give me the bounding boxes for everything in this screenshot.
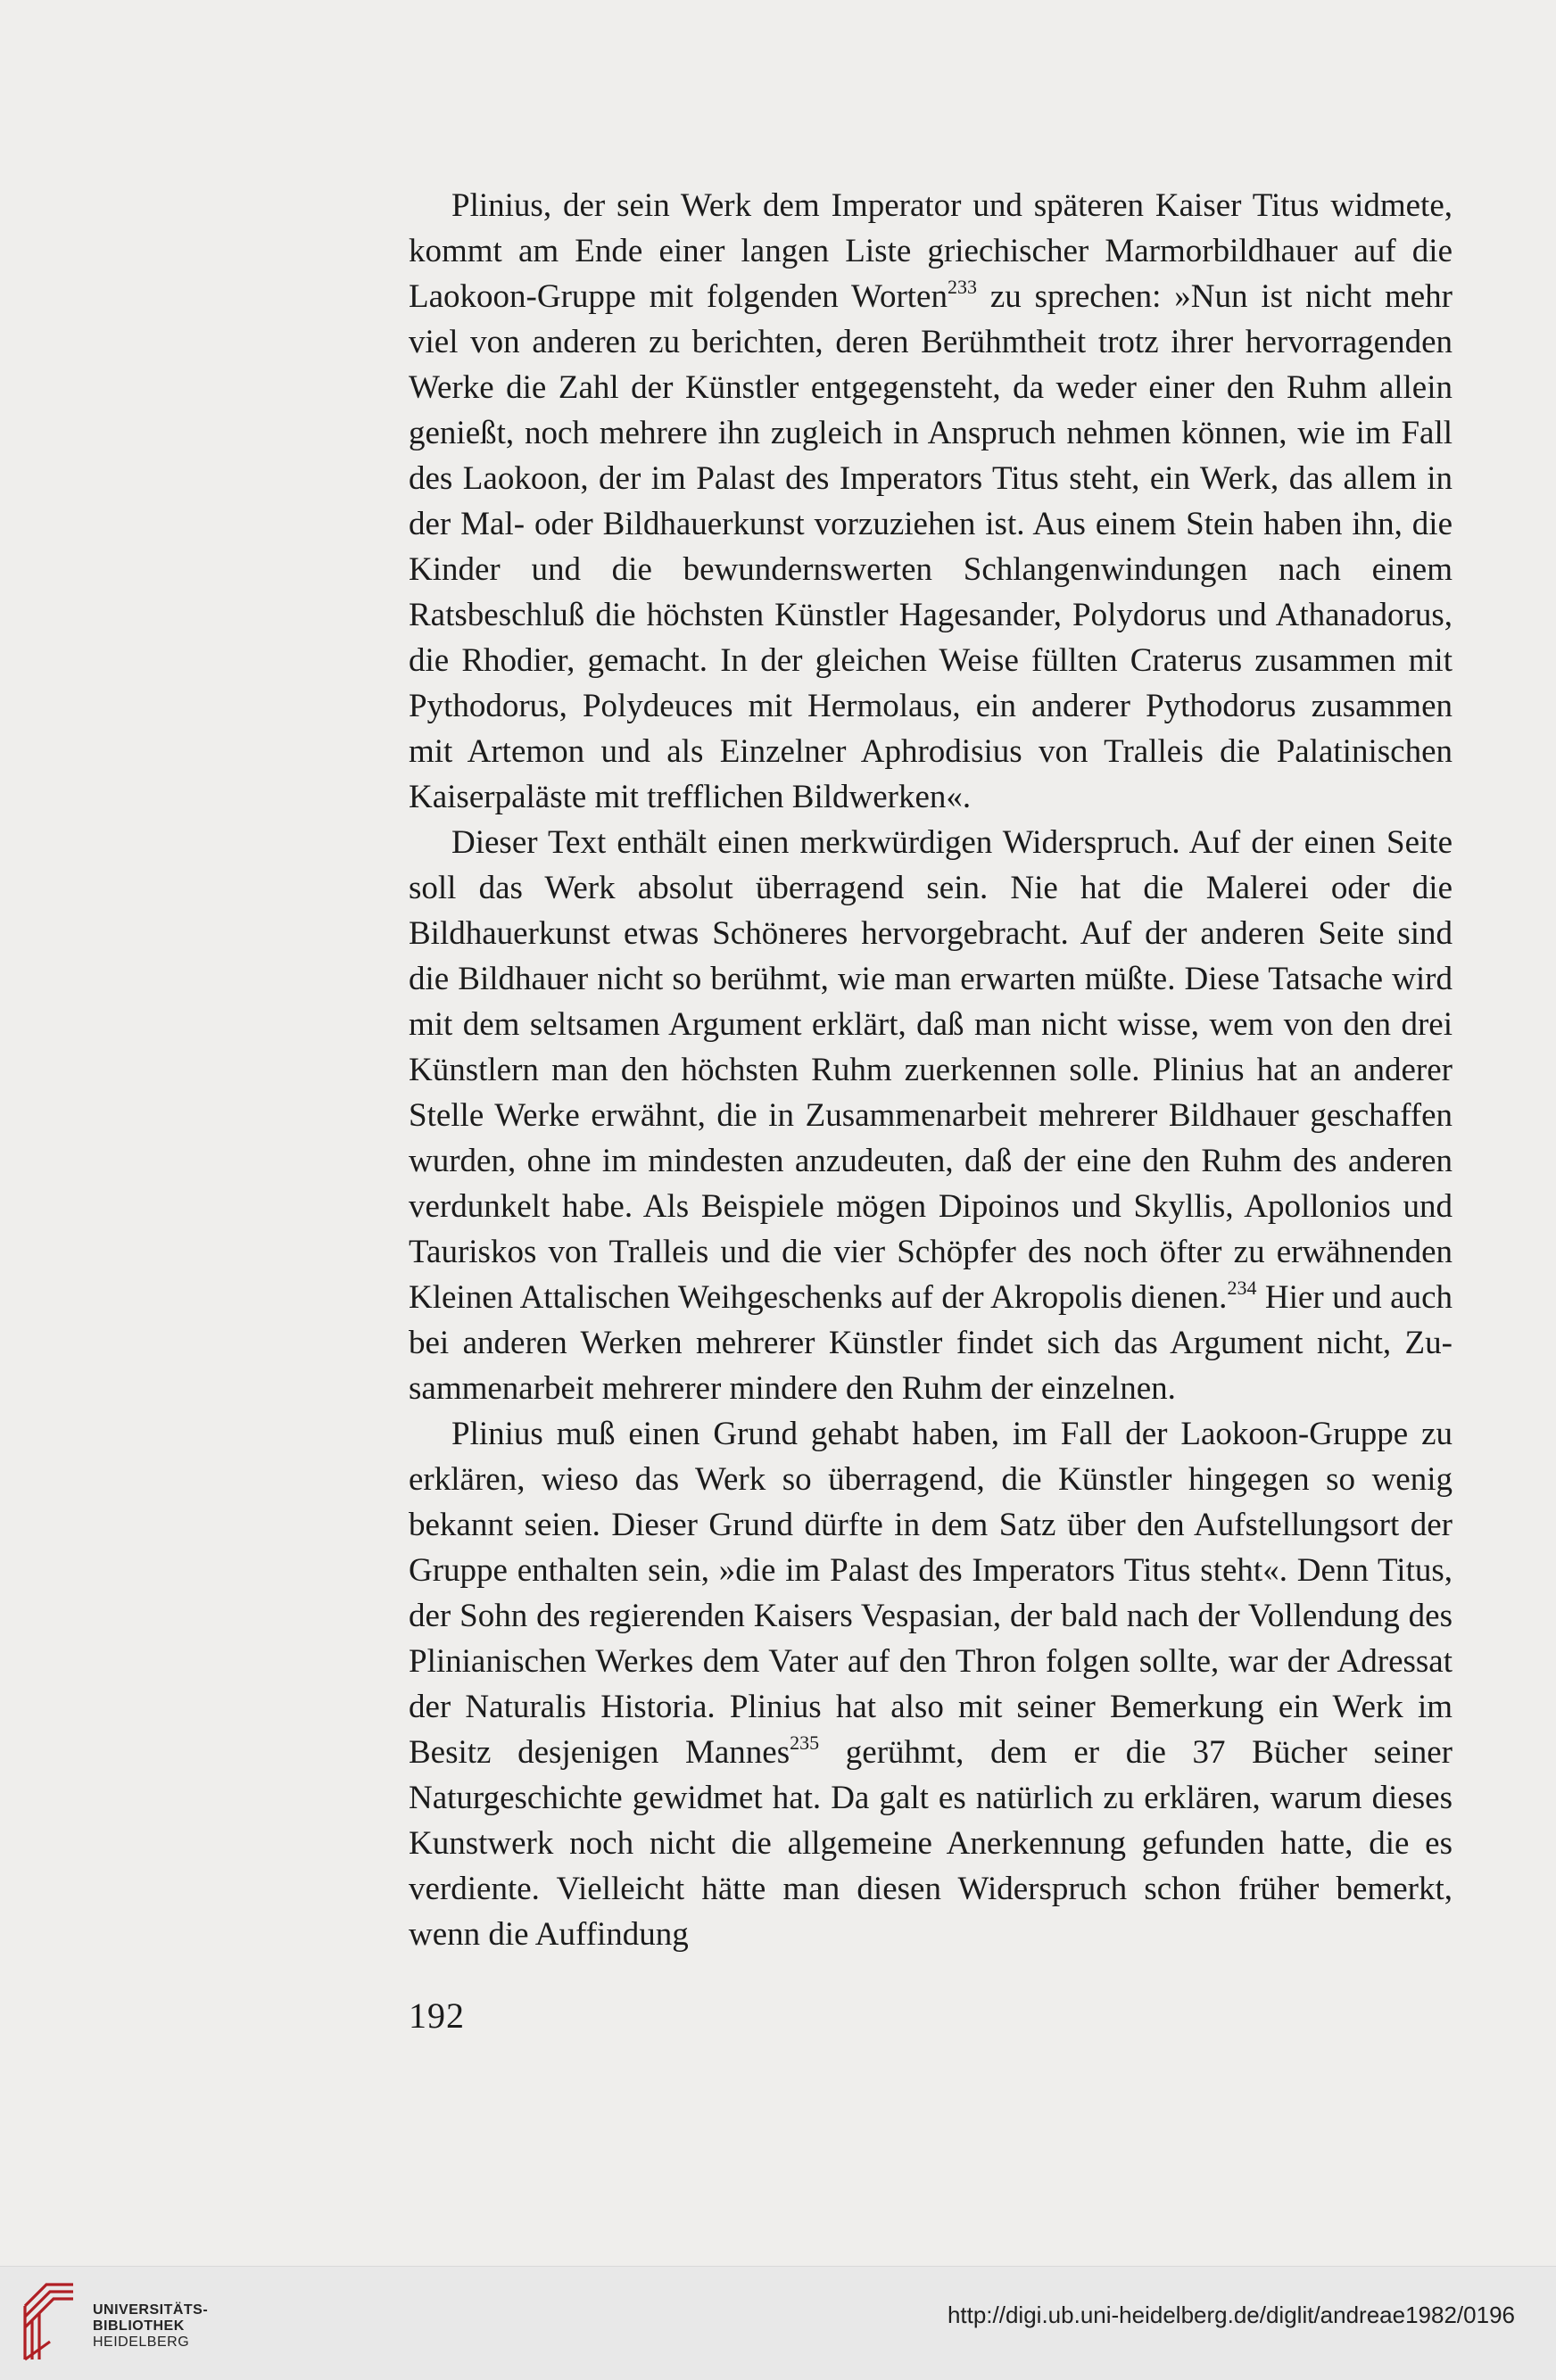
library-name-line-2: BIBLIOTHEK bbox=[93, 2318, 185, 2334]
footnote-ref-233: 233 bbox=[947, 276, 977, 298]
page-number: 192 bbox=[409, 1996, 465, 2036]
paragraph-3 bbox=[409, 1411, 1453, 1957]
paragraph-3-text-a: Plinius muß einen Grund gehabt haben, im Fall der Laokoon-Gruppe zu erklären, wieso das Werk so überragend, die Künstler hingegen so wenig bekannt seien. Dieser Grund dürfte in dem Satz über den Aufstellungsort der Gruppe enthalten sein, »die im Palast des Imperators Titus steht«. Denn Titus, der Sohn des regierenden Kaisers Vespasian, der bald nach der Vollendung des Plinianischen Werkes dem Vater auf den Thron folgen sollte, war der Adressat der Naturalis Historia. Plinius hat also mit seiner Bemerkung ein Werk im Besitz desjenigen Mannes bbox=[409, 1416, 1453, 1771]
paragraph-1-text-a: Plinius, der sein Werk dem Imperator und späteren Kaiser Titus widmete, kommt am Ende einer langen Liste griechischer Marmorbildhauer auf die Laokoon-Gruppe mit folgenden Worten bbox=[409, 187, 1453, 315]
paragraph-3-text-b: gerühmt, dem er die 37 Bücher seiner Naturgeschichte gewidmet hat. Da galt es natürlich zu erklären, warum dieses Kunstwerk noch nicht die allgemeine Anerkennung gefunden hatte, die es verdiente. Vielleicht hätte man diesen Widerspruch schon früher bemerkt, wenn die Auffindung bbox=[409, 1734, 1453, 1953]
paragraph-1-text-b: zu sprechen: »Nun ist nicht mehr viel von anderen zu berichten, deren Berühmtheit trotz ihrer hervorragenden Werke die Zahl der Künstler entgegensteht, da weder einer den Ruhm allein genießt, noch mehrere ihn zugleich in Anspruch nehmen können, wie im Fall des Laokoon, der im Palast des Imperators Titus steht, ein Werk, das allem in der Mal- oder Bildhauerkunst vorzuziehen ist. Aus einem Stein haben ihn, die Kinder und die bewundernswerten Schlangenwindungen nach einem Ratsbeschluß die höchsten Künstler Hagesander, Polydorus und Athanadorus, die Rhodier, gemacht. In der gleichen Weise füllten Craterus zusammen mit Pythodorus, Polydeuces mit Hermolaus, ein anderer Pythodorus zusammen mit Artemon und als Einzelner Aphrodisius von Tralleis die Palatinischen Kaiserpaläste mit trefflichen Bildwerken«. bbox=[409, 278, 1453, 815]
paragraph-1 bbox=[409, 183, 1453, 820]
paragraph-2-text-b: Hier und auch bei anderen Werken mehrerer Künstler findet sich das Argument nicht, Zusammenarbeit mehrerer mindere den Ruhm der einzelnen. bbox=[409, 1279, 1453, 1407]
footnote-ref-234: 234 bbox=[1227, 1277, 1257, 1299]
source-url-link[interactable]: http://digi.ub.uni-heidelberg.de/diglit/andreae1982/0196 bbox=[947, 2301, 1515, 2328]
footnote-ref-235: 235 bbox=[790, 1731, 820, 1754]
digitization-footer bbox=[0, 2266, 1556, 2380]
library-name-line-3: HEIDELBERG bbox=[93, 2335, 190, 2350]
body-text bbox=[409, 183, 1453, 1957]
university-library-logo-icon bbox=[20, 2279, 79, 2365]
library-name-line-1: UNIVERSITÄTS- bbox=[93, 2302, 209, 2318]
library-name bbox=[93, 2302, 208, 2351]
paragraph-2-text-a: Dieser Text enthält einen merkwürdigen Widerspruch. Auf der einen Seite soll das Werk absolut überragend sein. Nie hat die Malerei oder die Bildhauerkunst etwas Schöneres hervorgebracht. Auf der anderen Seite sind die Bildhauer nicht so berühmt, wie man erwarten müßte. Diese Tatsache wird mit dem seltsamen Argument erklärt, daß man nicht wisse, wem von den drei Künstlern man den höchsten Ruhm zuerkennen solle. Plinius hat an anderer Stelle Werke erwähnt, die in Zusammenarbeit mehrerer Bildhauer geschaffen wurden, ohne im mindesten anzudeuten, daß der eine den Ruhm des anderen verdunkelt habe. Als Beispiele mögen Dipoinos und Skyllis, Apollonios und Tauriskos von Tralleis und die vier Schöpfer des noch öfter zu erwähnenden Kleinen Attalischen Weihgeschenks auf der Akropolis dienen. bbox=[409, 824, 1453, 1316]
paragraph-2 bbox=[409, 820, 1453, 1411]
